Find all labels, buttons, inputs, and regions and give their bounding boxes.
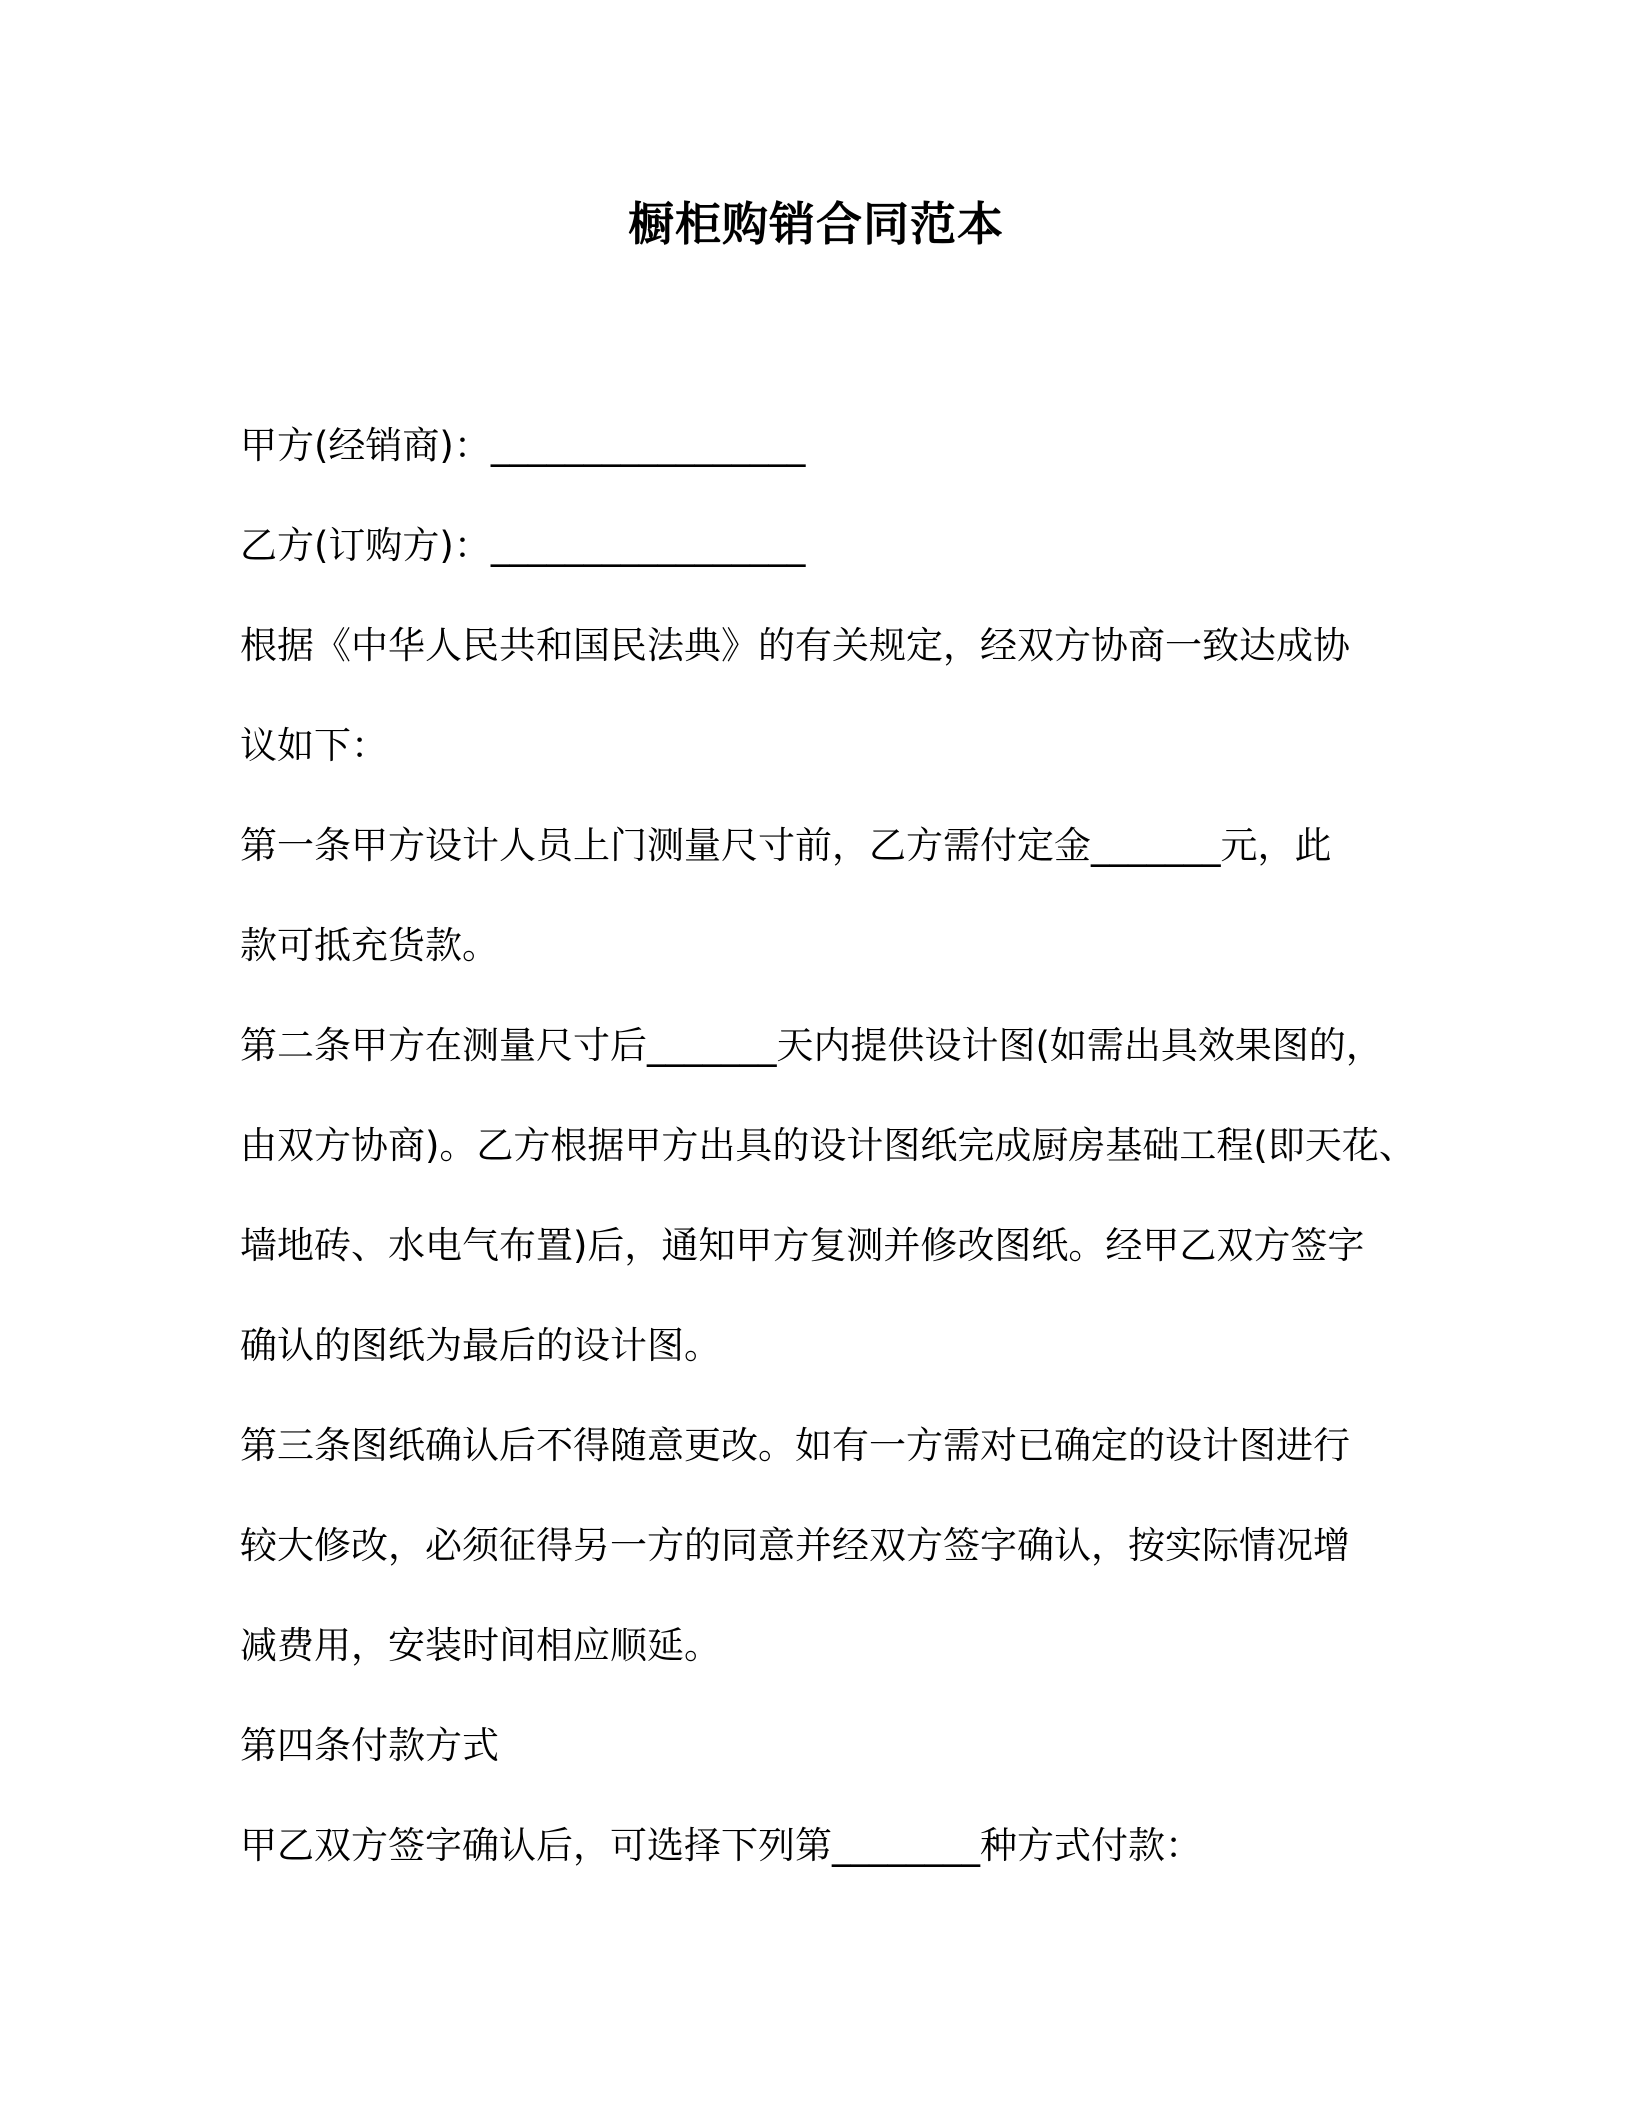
article-3-line-1: 第三条图纸确认后不得随意更改。如有一方需对已确定的设计图进行 (240, 1424, 1350, 1467)
article-2-line-4: 确认的图纸为最后的设计图。 (240, 1324, 721, 1367)
article-2-line-2: 由双方协商)。乙方根据甲方出具的设计图纸完成厨房基础工程(即天花、 (240, 1124, 1416, 1167)
preamble-line-2: 议如下： (240, 724, 388, 767)
article-2-line-3: 墙地砖、水电气布置)后，通知甲方复测并修改图纸。经甲乙双方签字 (240, 1224, 1365, 1267)
article-1-line-1: 第一条甲方设计人员上门测量尺寸前，乙方需付定金_______元，此 (240, 824, 1332, 867)
article-4-line-1: 甲乙双方签字确认后，可选择下列第________种方式付款： (240, 1824, 1202, 1867)
article-2-line-1: 第二条甲方在测量尺寸后_______天内提供设计图(如需出具效果图的， (240, 1024, 1383, 1067)
article-4-heading: 第四条付款方式 (240, 1724, 499, 1767)
preamble-line-1: 根据《中华人民共和国民法典》的有关规定，经双方协商一致达成协 (240, 624, 1350, 667)
party-b-line: 乙方(订购方)：_________________ (240, 524, 806, 567)
document-title: 橱柜购销合同范本 (628, 197, 1004, 251)
article-3-line-2: 较大修改，必须征得另一方的同意并经双方签字确认，按实际情况增 (240, 1524, 1350, 1567)
article-3-line-3: 减费用，安装时间相应顺延。 (240, 1624, 721, 1667)
article-1-line-2: 款可抵充货款。 (240, 924, 499, 967)
party-a-line: 甲方(经销商)：_________________ (240, 424, 806, 467)
